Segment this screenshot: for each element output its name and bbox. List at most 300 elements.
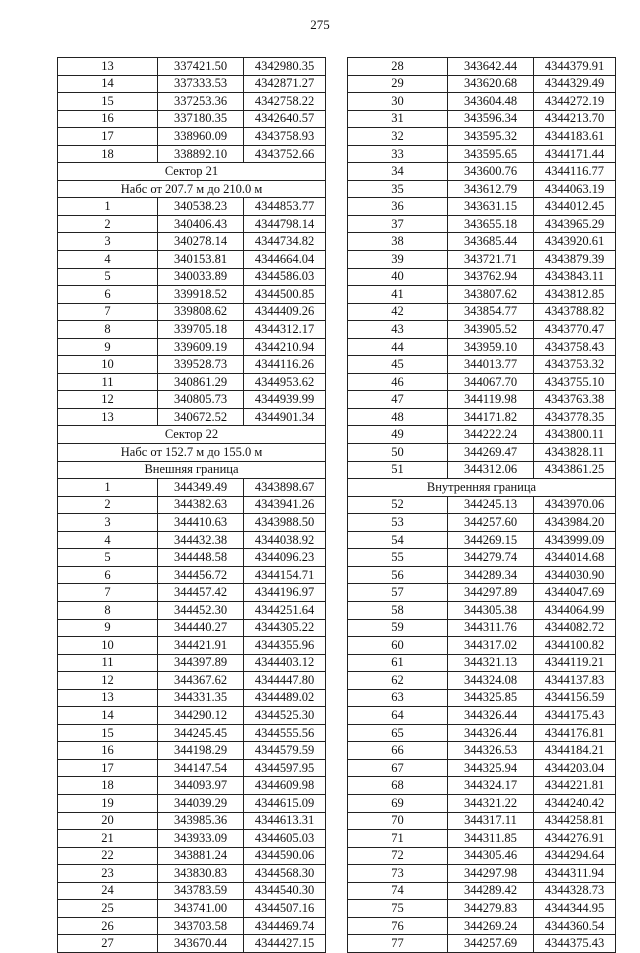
y-coordinate: 4344447.80 <box>244 672 326 690</box>
table-row <box>348 163 616 181</box>
y-coordinate: 4344379.91 <box>534 58 616 76</box>
y-coordinate: 4343788.82 <box>534 303 616 321</box>
x-coordinate: 344325.85 <box>448 689 534 707</box>
x-coordinate: 343830.83 <box>158 865 244 883</box>
point-number: 72 <box>348 847 448 865</box>
point-number: 14 <box>58 75 158 93</box>
point-number: 13 <box>58 58 158 76</box>
y-coordinate: 4344176.81 <box>534 724 616 742</box>
y-coordinate: 4344038.92 <box>244 531 326 549</box>
x-coordinate: 338960.09 <box>158 128 244 146</box>
section-header: Набс от 207.7 м до 210.0 м <box>58 180 326 198</box>
section-header-row <box>58 180 326 198</box>
x-coordinate: 344269.47 <box>448 444 534 462</box>
x-coordinate: 344171.82 <box>448 408 534 426</box>
point-number: 18 <box>58 777 158 795</box>
y-coordinate: 4344409.26 <box>244 303 326 321</box>
x-coordinate: 339918.52 <box>158 286 244 304</box>
table-row <box>58 58 326 76</box>
point-number: 20 <box>58 812 158 830</box>
y-coordinate: 4342640.57 <box>244 110 326 128</box>
x-coordinate: 344067.70 <box>448 373 534 391</box>
point-number: 13 <box>58 689 158 707</box>
y-coordinate: 4344586.03 <box>244 268 326 286</box>
x-coordinate: 344452.30 <box>158 601 244 619</box>
x-coordinate: 344317.11 <box>448 812 534 830</box>
point-number: 30 <box>348 93 448 111</box>
point-number: 6 <box>58 566 158 584</box>
x-coordinate: 344382.63 <box>158 496 244 514</box>
table-row <box>58 128 326 146</box>
y-coordinate: 4344609.98 <box>244 777 326 795</box>
y-coordinate: 4344901.34 <box>244 408 326 426</box>
point-number: 9 <box>58 619 158 637</box>
x-coordinate: 343604.48 <box>448 93 534 111</box>
point-number: 16 <box>58 110 158 128</box>
table-row <box>58 584 326 602</box>
x-coordinate: 344039.29 <box>158 794 244 812</box>
table-row <box>348 338 616 356</box>
point-number: 64 <box>348 707 448 725</box>
table-row <box>348 759 616 777</box>
point-number: 29 <box>348 75 448 93</box>
table-row <box>348 110 616 128</box>
x-coordinate: 337253.36 <box>158 93 244 111</box>
y-coordinate: 4344100.82 <box>534 637 616 655</box>
table-row <box>348 93 616 111</box>
y-coordinate: 4344305.22 <box>244 619 326 637</box>
y-coordinate: 4344012.45 <box>534 198 616 216</box>
section-header-row <box>58 461 326 479</box>
table-row <box>348 724 616 742</box>
x-coordinate: 344311.85 <box>448 830 534 848</box>
y-coordinate: 4343778.35 <box>534 408 616 426</box>
x-coordinate: 344305.46 <box>448 847 534 865</box>
x-coordinate: 344147.54 <box>158 759 244 777</box>
section-header-row <box>348 479 616 497</box>
x-coordinate: 343655.18 <box>448 215 534 233</box>
x-coordinate: 344269.24 <box>448 917 534 935</box>
y-coordinate: 4343828.11 <box>534 444 616 462</box>
point-number: 12 <box>58 391 158 409</box>
point-number: 46 <box>348 373 448 391</box>
table-row <box>58 110 326 128</box>
y-coordinate: 4343965.29 <box>534 215 616 233</box>
table-row <box>348 373 616 391</box>
x-coordinate: 344269.15 <box>448 531 534 549</box>
y-coordinate: 4343752.66 <box>244 145 326 163</box>
x-coordinate: 343685.44 <box>448 233 534 251</box>
x-coordinate: 337180.35 <box>158 110 244 128</box>
table-row <box>58 672 326 690</box>
x-coordinate: 344257.60 <box>448 514 534 532</box>
table-row <box>348 549 616 567</box>
y-coordinate: 4344953.62 <box>244 373 326 391</box>
table-row <box>348 408 616 426</box>
x-coordinate: 343596.34 <box>448 110 534 128</box>
table-row <box>58 391 326 409</box>
y-coordinate: 4344276.91 <box>534 830 616 848</box>
x-coordinate: 343642.44 <box>448 58 534 76</box>
y-coordinate: 4344540.30 <box>244 882 326 900</box>
table-row <box>348 58 616 76</box>
x-coordinate: 340861.29 <box>158 373 244 391</box>
table-row <box>348 303 616 321</box>
table-row <box>348 777 616 795</box>
x-coordinate: 344367.62 <box>158 672 244 690</box>
y-coordinate: 4344329.49 <box>534 75 616 93</box>
point-number: 76 <box>348 917 448 935</box>
point-number: 13 <box>58 408 158 426</box>
x-coordinate: 343703.58 <box>158 917 244 935</box>
table-row <box>58 145 326 163</box>
x-coordinate: 343762.94 <box>448 268 534 286</box>
y-coordinate: 4343758.43 <box>534 338 616 356</box>
point-number: 75 <box>348 900 448 918</box>
y-coordinate: 4344272.19 <box>534 93 616 111</box>
y-coordinate: 4343755.10 <box>534 373 616 391</box>
x-coordinate: 344421.91 <box>158 637 244 655</box>
point-number: 51 <box>348 461 448 479</box>
table-row <box>348 268 616 286</box>
point-number: 8 <box>58 321 158 339</box>
point-number: 22 <box>58 847 158 865</box>
x-coordinate: 344013.77 <box>448 356 534 374</box>
point-number: 39 <box>348 251 448 269</box>
point-number: 18 <box>58 145 158 163</box>
table-row <box>348 865 616 883</box>
table-row <box>58 373 326 391</box>
y-coordinate: 4344213.70 <box>534 110 616 128</box>
table-row <box>58 900 326 918</box>
point-number: 38 <box>348 233 448 251</box>
x-coordinate: 343854.77 <box>448 303 534 321</box>
point-number: 17 <box>58 759 158 777</box>
point-number: 40 <box>348 268 448 286</box>
x-coordinate: 344312.06 <box>448 461 534 479</box>
x-coordinate: 344279.83 <box>448 900 534 918</box>
y-coordinate: 4344258.81 <box>534 812 616 830</box>
y-coordinate: 4344375.43 <box>534 935 616 953</box>
table-row <box>348 461 616 479</box>
y-coordinate: 4344175.43 <box>534 707 616 725</box>
x-coordinate: 344440.27 <box>158 619 244 637</box>
y-coordinate: 4343812.85 <box>534 286 616 304</box>
point-number: 71 <box>348 830 448 848</box>
y-coordinate: 4343941.26 <box>244 496 326 514</box>
point-number: 34 <box>348 163 448 181</box>
point-number: 19 <box>58 794 158 812</box>
x-coordinate: 337421.50 <box>158 58 244 76</box>
point-number: 16 <box>58 742 158 760</box>
x-coordinate: 343807.62 <box>448 286 534 304</box>
x-coordinate: 339528.73 <box>158 356 244 374</box>
point-number: 67 <box>348 759 448 777</box>
table-row <box>348 391 616 409</box>
table-row <box>58 917 326 935</box>
table-row <box>348 637 616 655</box>
y-coordinate: 4344500.85 <box>244 286 326 304</box>
y-coordinate: 4344064.99 <box>534 601 616 619</box>
section-header-row <box>58 163 326 181</box>
point-number: 66 <box>348 742 448 760</box>
table-row <box>58 251 326 269</box>
point-number: 15 <box>58 724 158 742</box>
y-coordinate: 4343763.38 <box>534 391 616 409</box>
y-coordinate: 4344555.56 <box>244 724 326 742</box>
x-coordinate: 343670.44 <box>158 935 244 953</box>
point-number: 36 <box>348 198 448 216</box>
x-coordinate: 343783.59 <box>158 882 244 900</box>
y-coordinate: 4343843.11 <box>534 268 616 286</box>
y-coordinate: 4344613.31 <box>244 812 326 830</box>
table-row <box>348 917 616 935</box>
y-coordinate: 4344311.94 <box>534 865 616 883</box>
table-row <box>348 812 616 830</box>
y-coordinate: 4343861.25 <box>534 461 616 479</box>
point-number: 56 <box>348 566 448 584</box>
x-coordinate: 344448.58 <box>158 549 244 567</box>
point-number: 17 <box>58 128 158 146</box>
y-coordinate: 4343898.67 <box>244 479 326 497</box>
point-number: 6 <box>58 286 158 304</box>
point-number: 57 <box>348 584 448 602</box>
x-coordinate: 343741.00 <box>158 900 244 918</box>
x-coordinate: 344326.44 <box>448 724 534 742</box>
table-row <box>348 847 616 865</box>
section-header-row <box>58 426 326 444</box>
y-coordinate: 4344615.09 <box>244 794 326 812</box>
point-number: 33 <box>348 145 448 163</box>
x-coordinate: 344279.74 <box>448 549 534 567</box>
point-number: 44 <box>348 338 448 356</box>
y-coordinate: 4344251.64 <box>244 601 326 619</box>
x-coordinate: 344245.45 <box>158 724 244 742</box>
point-number: 49 <box>348 426 448 444</box>
y-coordinate: 4344047.69 <box>534 584 616 602</box>
x-coordinate: 340033.89 <box>158 268 244 286</box>
y-coordinate: 4344116.26 <box>244 356 326 374</box>
y-coordinate: 4343988.50 <box>244 514 326 532</box>
x-coordinate: 339609.19 <box>158 338 244 356</box>
y-coordinate: 4343879.39 <box>534 251 616 269</box>
x-coordinate: 344331.35 <box>158 689 244 707</box>
x-coordinate: 343881.24 <box>158 847 244 865</box>
y-coordinate: 4344590.06 <box>244 847 326 865</box>
point-number: 14 <box>58 707 158 725</box>
x-coordinate: 344321.22 <box>448 794 534 812</box>
point-number: 37 <box>348 215 448 233</box>
y-coordinate: 4344030.90 <box>534 566 616 584</box>
table-row <box>348 251 616 269</box>
x-coordinate: 344324.08 <box>448 672 534 690</box>
x-coordinate: 344397.89 <box>158 654 244 672</box>
y-coordinate: 4343984.20 <box>534 514 616 532</box>
x-coordinate: 344311.76 <box>448 619 534 637</box>
y-coordinate: 4344355.96 <box>244 637 326 655</box>
x-coordinate: 343905.52 <box>448 321 534 339</box>
table-row <box>348 496 616 514</box>
y-coordinate: 4344196.97 <box>244 584 326 602</box>
table-row <box>58 689 326 707</box>
point-number: 53 <box>348 514 448 532</box>
y-coordinate: 4343920.61 <box>534 233 616 251</box>
y-coordinate: 4344360.54 <box>534 917 616 935</box>
point-number: 27 <box>58 935 158 953</box>
y-coordinate: 4342871.27 <box>244 75 326 93</box>
table-row <box>348 601 616 619</box>
table-row <box>348 426 616 444</box>
point-number: 69 <box>348 794 448 812</box>
table-row <box>348 619 616 637</box>
table-row <box>58 321 326 339</box>
table-row <box>58 812 326 830</box>
y-coordinate: 4343800.11 <box>534 426 616 444</box>
point-number: 12 <box>58 672 158 690</box>
x-coordinate: 340538.23 <box>158 198 244 216</box>
point-number: 21 <box>58 830 158 848</box>
point-number: 32 <box>348 128 448 146</box>
table-row <box>58 514 326 532</box>
x-coordinate: 344410.63 <box>158 514 244 532</box>
point-number: 58 <box>348 601 448 619</box>
table-row <box>58 847 326 865</box>
table-row <box>58 759 326 777</box>
y-coordinate: 4344734.82 <box>244 233 326 251</box>
table-row <box>348 198 616 216</box>
table-row <box>348 689 616 707</box>
x-coordinate: 340278.14 <box>158 233 244 251</box>
point-number: 2 <box>58 496 158 514</box>
table-row <box>58 215 326 233</box>
table-row <box>58 724 326 742</box>
x-coordinate: 343631.15 <box>448 198 534 216</box>
x-coordinate: 343933.09 <box>158 830 244 848</box>
page-number: 275 <box>310 17 330 32</box>
x-coordinate: 344222.24 <box>448 426 534 444</box>
table-row <box>348 830 616 848</box>
point-number: 48 <box>348 408 448 426</box>
table-row <box>58 233 326 251</box>
point-number: 10 <box>58 637 158 655</box>
table-row <box>348 900 616 918</box>
table-row <box>348 215 616 233</box>
y-coordinate: 4344116.77 <box>534 163 616 181</box>
point-number: 23 <box>58 865 158 883</box>
point-number: 74 <box>348 882 448 900</box>
x-coordinate: 344297.89 <box>448 584 534 602</box>
table-row <box>58 742 326 760</box>
y-coordinate: 4343758.93 <box>244 128 326 146</box>
table-row <box>348 935 616 953</box>
y-coordinate: 4344664.04 <box>244 251 326 269</box>
point-number: 50 <box>348 444 448 462</box>
y-coordinate: 4344939.99 <box>244 391 326 409</box>
point-number: 77 <box>348 935 448 953</box>
table-row <box>58 496 326 514</box>
section-header: Набс от 152.7 м до 155.0 м <box>58 444 326 462</box>
y-coordinate: 4344210.94 <box>244 338 326 356</box>
y-coordinate: 4344137.83 <box>534 672 616 690</box>
x-coordinate: 344432.38 <box>158 531 244 549</box>
y-coordinate: 4344344.95 <box>534 900 616 918</box>
y-coordinate: 4343999.09 <box>534 531 616 549</box>
y-coordinate: 4344597.95 <box>244 759 326 777</box>
table-row <box>58 93 326 111</box>
table-row <box>348 794 616 812</box>
table-row <box>348 286 616 304</box>
y-coordinate: 4344063.19 <box>534 180 616 198</box>
table-row <box>58 935 326 953</box>
x-coordinate: 344297.98 <box>448 865 534 883</box>
point-number: 68 <box>348 777 448 795</box>
point-number: 63 <box>348 689 448 707</box>
table-row <box>58 268 326 286</box>
table-row <box>348 444 616 462</box>
x-coordinate: 337333.53 <box>158 75 244 93</box>
table-row <box>58 356 326 374</box>
x-coordinate: 344305.38 <box>448 601 534 619</box>
x-coordinate: 343595.65 <box>448 145 534 163</box>
x-coordinate: 343721.71 <box>448 251 534 269</box>
x-coordinate: 344198.29 <box>158 742 244 760</box>
point-number: 1 <box>58 479 158 497</box>
x-coordinate: 344317.02 <box>448 637 534 655</box>
point-number: 4 <box>58 531 158 549</box>
x-coordinate: 344290.12 <box>158 707 244 725</box>
point-number: 8 <box>58 601 158 619</box>
y-coordinate: 4344156.59 <box>534 689 616 707</box>
y-coordinate: 4344427.15 <box>244 935 326 953</box>
section-header: Внутренняя граница <box>348 479 616 497</box>
y-coordinate: 4344328.73 <box>534 882 616 900</box>
coordinates-table-left <box>57 57 326 953</box>
y-coordinate: 4344525.30 <box>244 707 326 725</box>
point-number: 59 <box>348 619 448 637</box>
coordinates-table-right <box>347 57 616 953</box>
section-header: Внешняя граница <box>58 461 326 479</box>
point-number: 62 <box>348 672 448 690</box>
y-coordinate: 4344171.44 <box>534 145 616 163</box>
y-coordinate: 4343753.32 <box>534 356 616 374</box>
table-row <box>348 742 616 760</box>
point-number: 4 <box>58 251 158 269</box>
y-coordinate: 4344184.21 <box>534 742 616 760</box>
y-coordinate: 4344119.21 <box>534 654 616 672</box>
y-coordinate: 4344203.04 <box>534 759 616 777</box>
table-row <box>58 198 326 216</box>
table-row <box>348 584 616 602</box>
x-coordinate: 343595.32 <box>448 128 534 146</box>
point-number: 28 <box>348 58 448 76</box>
table-row <box>348 128 616 146</box>
y-coordinate: 4344096.23 <box>244 549 326 567</box>
table-row <box>58 601 326 619</box>
x-coordinate: 344119.98 <box>448 391 534 409</box>
point-number: 47 <box>348 391 448 409</box>
point-number: 5 <box>58 268 158 286</box>
x-coordinate: 344289.42 <box>448 882 534 900</box>
x-coordinate: 339808.62 <box>158 303 244 321</box>
y-coordinate: 4344183.61 <box>534 128 616 146</box>
point-number: 10 <box>58 356 158 374</box>
x-coordinate: 343612.79 <box>448 180 534 198</box>
point-number: 43 <box>348 321 448 339</box>
x-coordinate: 343959.10 <box>448 338 534 356</box>
y-coordinate: 4344489.02 <box>244 689 326 707</box>
point-number: 45 <box>348 356 448 374</box>
x-coordinate: 343985.36 <box>158 812 244 830</box>
